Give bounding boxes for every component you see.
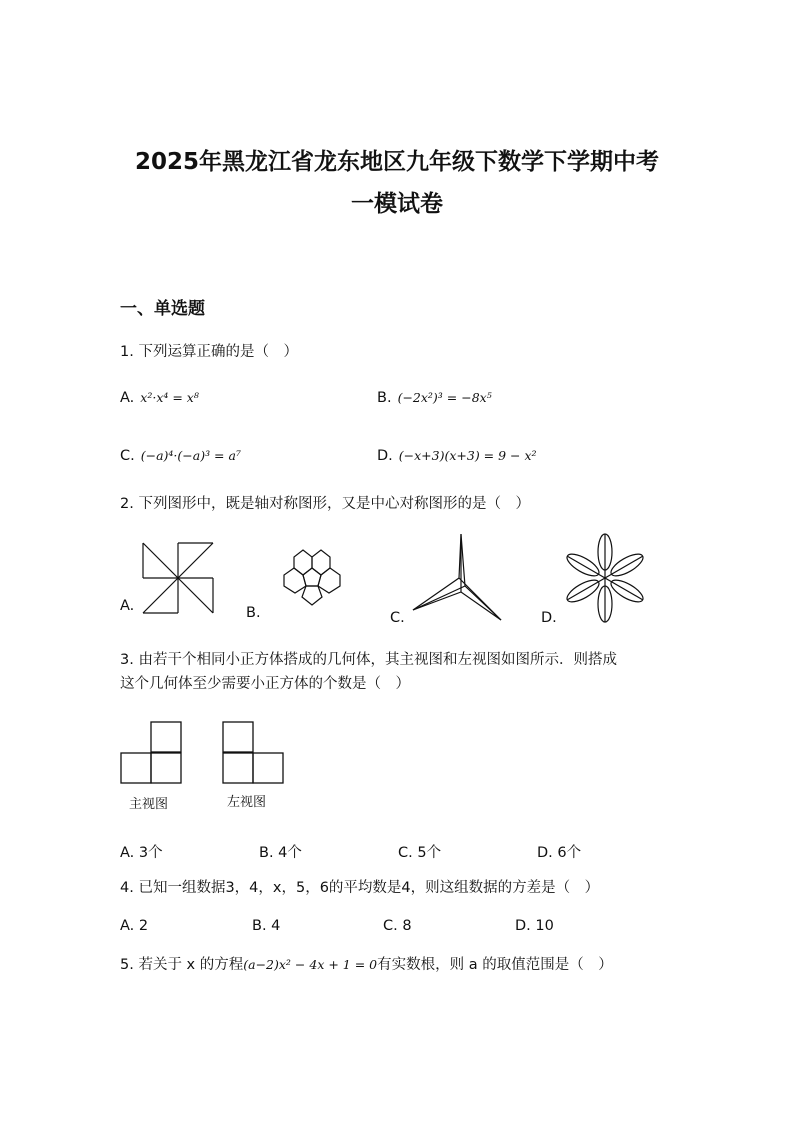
front-view-figure [120, 722, 182, 784]
question-5-stem [120, 953, 613, 977]
question-5-stem-before: 5. 若关于 x 的方程 [120, 957, 244, 973]
question-2-option-c-label: C. [390, 610, 405, 626]
question-2-option-b-label: B. [246, 605, 261, 621]
question-4-stem: 4. 已知一组数据3，4，x，5，6的平均数是4，则这组数据的方差是（ ） [120, 880, 600, 896]
question-4-option-b: B. 4 [252, 918, 281, 934]
option-expression: x²·x⁴ = x⁸ [140, 390, 199, 405]
question-3-option-d: D. 6个 [537, 845, 582, 861]
question-5-equation: (a−2)x² − 4x + 1 = 0 [243, 957, 378, 972]
option-label: A. [120, 390, 135, 406]
question-4-option-c: C. 8 [383, 918, 412, 934]
question-1-option-a [120, 390, 199, 406]
question-1-option-c [120, 448, 241, 464]
question-1-option-b [377, 390, 492, 406]
question-2-option-a-label: A. [120, 598, 135, 614]
question-3-stem-line-1: 3. 由若干个相同小正方体搭成的几何体，其主视图和左视图如图所示．则搭成 [120, 652, 617, 668]
tri-blade-icon [413, 534, 505, 622]
front-view-caption: 主视图 [129, 797, 169, 812]
option-expression: (−a)⁴·(−a)³ = a⁷ [140, 448, 241, 463]
six-petal-flower-icon [563, 534, 647, 622]
question-3-stem-line-2: 这个几何体至少需要小正方体的个数是（ ） [120, 676, 410, 692]
page-title-line-2: 一模试卷 [351, 191, 443, 217]
option-label: B. [377, 390, 392, 406]
question-3-option-c: C. 5个 [398, 845, 442, 861]
option-expression: (−2x²)³ = −8x⁵ [397, 390, 492, 405]
option-label: C. [120, 448, 135, 464]
section-heading-single-choice: 一、单选题 [120, 299, 205, 319]
question-5-stem-after: 有实数根，则 a 的取值范围是（ ） [377, 957, 613, 973]
question-1-option-d [377, 448, 537, 464]
page-title-line-1: 2025年黑龙江省龙东地区九年级下数学下学期中考 [134, 149, 659, 175]
option-label: D. [377, 448, 393, 464]
question-4-option-d: D. 10 [515, 918, 554, 934]
question-1-stem: 1. 下列运算正确的是（ ） [120, 344, 298, 360]
option-expression: (−x+3)(x+3) = 9 − x² [398, 448, 537, 463]
question-3-option-b: B. 4个 [259, 845, 302, 861]
left-view-figure [222, 722, 284, 784]
question-2-stem: 2. 下列图形中，既是轴对称图形，又是中心对称图形的是（ ） [120, 496, 530, 512]
question-4-option-a: A. 2 [120, 918, 149, 934]
left-view-caption: 左视图 [227, 795, 267, 810]
pinwheel-icon [143, 543, 213, 613]
pentagon-flower-icon [268, 538, 356, 622]
question-2-option-d-label: D. [541, 610, 557, 626]
question-3-option-a: A. 3个 [120, 845, 163, 861]
